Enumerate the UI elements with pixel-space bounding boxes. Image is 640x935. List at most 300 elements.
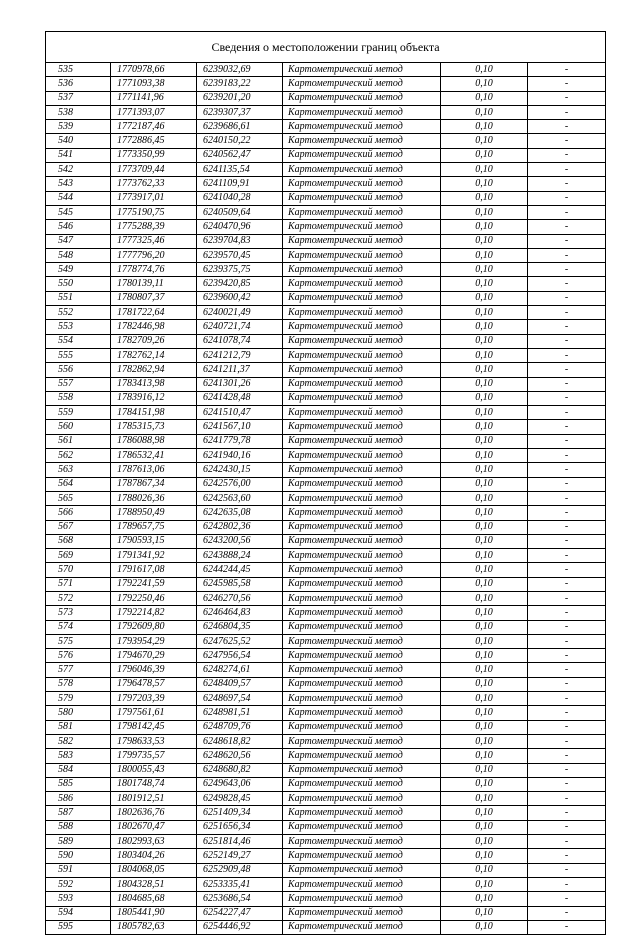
table-row xyxy=(46,920,605,934)
point-number-cell: 563 xyxy=(46,463,111,477)
description-cell: - xyxy=(528,406,606,420)
coord-y-cell: 6242802,36 xyxy=(197,520,283,534)
accuracy-cell: 0,10 xyxy=(441,449,528,463)
coord-x-cell: 1782709,26 xyxy=(111,334,197,348)
accuracy-cell: 0,10 xyxy=(441,291,528,305)
accuracy-cell: 0,10 xyxy=(441,377,528,391)
description-cell: - xyxy=(528,520,606,534)
method-cell: Картометрический метод xyxy=(283,463,441,477)
accuracy-cell: 0,10 xyxy=(441,677,528,691)
point-number-cell: 537 xyxy=(46,91,111,105)
table-row xyxy=(46,277,605,291)
table-row xyxy=(46,148,605,162)
description-cell: - xyxy=(528,920,606,934)
coord-x-cell: 1773350,99 xyxy=(111,148,197,162)
method-cell: Картометрический метод xyxy=(283,306,441,320)
coord-y-cell: 6241109,91 xyxy=(197,177,283,191)
description-cell: - xyxy=(528,892,606,906)
point-number-cell: 582 xyxy=(46,734,111,748)
coord-x-cell: 1781722,64 xyxy=(111,306,197,320)
point-number-cell: 550 xyxy=(46,277,111,291)
coord-x-cell: 1802993,63 xyxy=(111,835,197,849)
point-number-cell: 591 xyxy=(46,863,111,877)
method-cell: Картометрический метод xyxy=(283,620,441,634)
accuracy-cell: 0,10 xyxy=(441,491,528,505)
table-row xyxy=(46,248,605,262)
coord-y-cell: 6252909,48 xyxy=(197,863,283,877)
coord-x-cell: 1777796,20 xyxy=(111,248,197,262)
table-row xyxy=(46,77,605,91)
table-row xyxy=(46,906,605,920)
description-cell: - xyxy=(528,777,606,791)
coord-y-cell: 6248709,76 xyxy=(197,720,283,734)
accuracy-cell: 0,10 xyxy=(441,263,528,277)
coord-x-cell: 1770978,66 xyxy=(111,63,197,77)
description-cell: - xyxy=(528,191,606,205)
accuracy-cell: 0,10 xyxy=(441,634,528,648)
point-number-cell: 562 xyxy=(46,449,111,463)
coord-x-cell: 1773709,44 xyxy=(111,163,197,177)
coord-y-cell: 6254227,47 xyxy=(197,906,283,920)
table-row xyxy=(46,777,605,791)
table-title: Сведения о местоположении границ объекта xyxy=(46,32,605,63)
accuracy-cell: 0,10 xyxy=(441,348,528,362)
accuracy-cell: 0,10 xyxy=(441,391,528,405)
table-row xyxy=(46,577,605,591)
coord-y-cell: 6241567,10 xyxy=(197,420,283,434)
accuracy-cell: 0,10 xyxy=(441,477,528,491)
coord-x-cell: 1793954,29 xyxy=(111,634,197,648)
point-number-cell: 576 xyxy=(46,649,111,663)
description-cell: - xyxy=(528,220,606,234)
coord-x-cell: 1788026,36 xyxy=(111,491,197,505)
coordinates-table-body xyxy=(46,63,605,934)
method-cell: Картометрический метод xyxy=(283,677,441,691)
method-cell: Картометрический метод xyxy=(283,849,441,863)
accuracy-cell: 0,10 xyxy=(441,306,528,320)
method-cell: Картометрический метод xyxy=(283,391,441,405)
coord-y-cell: 6248409,57 xyxy=(197,677,283,691)
coord-y-cell: 6239600,42 xyxy=(197,291,283,305)
description-cell: - xyxy=(528,391,606,405)
accuracy-cell: 0,10 xyxy=(441,191,528,205)
coord-y-cell: 6240721,74 xyxy=(197,320,283,334)
coord-x-cell: 1786532,41 xyxy=(111,449,197,463)
point-number-cell: 543 xyxy=(46,177,111,191)
description-cell: - xyxy=(528,291,606,305)
method-cell: Картометрический метод xyxy=(283,892,441,906)
coord-y-cell: 6253686,54 xyxy=(197,892,283,906)
table-row xyxy=(46,549,605,563)
method-cell: Картометрический метод xyxy=(283,163,441,177)
method-cell: Картометрический метод xyxy=(283,220,441,234)
accuracy-cell: 0,10 xyxy=(441,749,528,763)
method-cell: Картометрический метод xyxy=(283,277,441,291)
accuracy-cell: 0,10 xyxy=(441,77,528,91)
table-row xyxy=(46,591,605,605)
table-row xyxy=(46,191,605,205)
coord-y-cell: 6244244,45 xyxy=(197,563,283,577)
method-cell: Картометрический метод xyxy=(283,549,441,563)
description-cell: - xyxy=(528,906,606,920)
point-number-cell: 585 xyxy=(46,777,111,791)
coord-x-cell: 1802636,76 xyxy=(111,806,197,820)
coord-x-cell: 1797561,61 xyxy=(111,706,197,720)
coord-y-cell: 6240562,47 xyxy=(197,148,283,162)
accuracy-cell: 0,10 xyxy=(441,420,528,434)
coord-y-cell: 6241301,26 xyxy=(197,377,283,391)
coord-y-cell: 6239307,37 xyxy=(197,105,283,119)
point-number-cell: 572 xyxy=(46,591,111,605)
description-cell: - xyxy=(528,734,606,748)
coordinates-table xyxy=(46,63,605,934)
point-number-cell: 547 xyxy=(46,234,111,248)
accuracy-cell: 0,10 xyxy=(441,777,528,791)
point-number-cell: 594 xyxy=(46,906,111,920)
coord-x-cell: 1791341,92 xyxy=(111,549,197,563)
method-cell: Картометрический метод xyxy=(283,449,441,463)
description-cell: - xyxy=(528,720,606,734)
accuracy-cell: 0,10 xyxy=(441,234,528,248)
description-cell: - xyxy=(528,77,606,91)
point-number-cell: 558 xyxy=(46,391,111,405)
description-cell: - xyxy=(528,120,606,134)
table-row xyxy=(46,706,605,720)
table-row xyxy=(46,205,605,219)
method-cell: Картометрический метод xyxy=(283,477,441,491)
method-cell: Картометрический метод xyxy=(283,835,441,849)
table-row xyxy=(46,334,605,348)
point-number-cell: 577 xyxy=(46,663,111,677)
point-number-cell: 561 xyxy=(46,434,111,448)
accuracy-cell: 0,10 xyxy=(441,334,528,348)
method-cell: Картометрический метод xyxy=(283,320,441,334)
method-cell: Картометрический метод xyxy=(283,491,441,505)
point-number-cell: 584 xyxy=(46,763,111,777)
accuracy-cell: 0,10 xyxy=(441,177,528,191)
description-cell: - xyxy=(528,606,606,620)
point-number-cell: 592 xyxy=(46,877,111,891)
accuracy-cell: 0,10 xyxy=(441,692,528,706)
table-row xyxy=(46,449,605,463)
coord-x-cell: 1782446,98 xyxy=(111,320,197,334)
method-cell: Картометрический метод xyxy=(283,506,441,520)
coord-x-cell: 1773917,01 xyxy=(111,191,197,205)
description-cell: - xyxy=(528,363,606,377)
accuracy-cell: 0,10 xyxy=(441,277,528,291)
method-cell: Картометрический метод xyxy=(283,91,441,105)
description-cell: - xyxy=(528,806,606,820)
point-number-cell: 574 xyxy=(46,620,111,634)
point-number-cell: 552 xyxy=(46,306,111,320)
table-row xyxy=(46,677,605,691)
coord-y-cell: 6254446,92 xyxy=(197,920,283,934)
description-cell: - xyxy=(528,306,606,320)
description-cell: - xyxy=(528,563,606,577)
method-cell: Картометрический метод xyxy=(283,363,441,377)
coord-y-cell: 6241040,28 xyxy=(197,191,283,205)
table-row xyxy=(46,692,605,706)
description-cell: - xyxy=(528,434,606,448)
accuracy-cell: 0,10 xyxy=(441,463,528,477)
coord-y-cell: 6239375,75 xyxy=(197,263,283,277)
point-number-cell: 579 xyxy=(46,692,111,706)
method-cell: Картометрический метод xyxy=(283,348,441,362)
description-cell: - xyxy=(528,177,606,191)
coord-x-cell: 1803404,26 xyxy=(111,849,197,863)
method-cell: Картометрический метод xyxy=(283,663,441,677)
coord-x-cell: 1771141,96 xyxy=(111,91,197,105)
description-cell: - xyxy=(528,820,606,834)
accuracy-cell: 0,10 xyxy=(441,806,528,820)
coord-y-cell: 6248274,61 xyxy=(197,663,283,677)
accuracy-cell: 0,10 xyxy=(441,877,528,891)
table-row xyxy=(46,320,605,334)
description-cell: - xyxy=(528,234,606,248)
method-cell: Картометрический метод xyxy=(283,749,441,763)
point-number-cell: 551 xyxy=(46,291,111,305)
table-row xyxy=(46,220,605,234)
coord-y-cell: 6245985,58 xyxy=(197,577,283,591)
point-number-cell: 556 xyxy=(46,363,111,377)
coord-x-cell: 1782762,14 xyxy=(111,348,197,362)
point-number-cell: 541 xyxy=(46,148,111,162)
table-row xyxy=(46,520,605,534)
point-number-cell: 588 xyxy=(46,820,111,834)
point-number-cell: 580 xyxy=(46,706,111,720)
accuracy-cell: 0,10 xyxy=(441,835,528,849)
accuracy-cell: 0,10 xyxy=(441,649,528,663)
accuracy-cell: 0,10 xyxy=(441,892,528,906)
method-cell: Картометрический метод xyxy=(283,820,441,834)
description-cell: - xyxy=(528,506,606,520)
table-row xyxy=(46,234,605,248)
description-cell: - xyxy=(528,649,606,663)
point-number-cell: 554 xyxy=(46,334,111,348)
coord-x-cell: 1792214,82 xyxy=(111,606,197,620)
table-row xyxy=(46,263,605,277)
method-cell: Картометрический метод xyxy=(283,692,441,706)
point-number-cell: 555 xyxy=(46,348,111,362)
coord-x-cell: 1804068,05 xyxy=(111,863,197,877)
table-row xyxy=(46,863,605,877)
table-row xyxy=(46,663,605,677)
table-row xyxy=(46,477,605,491)
table-row xyxy=(46,606,605,620)
coord-x-cell: 1805782,63 xyxy=(111,920,197,934)
description-cell: - xyxy=(528,477,606,491)
coord-x-cell: 1792609,80 xyxy=(111,620,197,634)
coord-y-cell: 6247956,54 xyxy=(197,649,283,663)
table-row xyxy=(46,463,605,477)
coord-y-cell: 6239420,85 xyxy=(197,277,283,291)
point-number-cell: 548 xyxy=(46,248,111,262)
method-cell: Картометрический метод xyxy=(283,105,441,119)
table-row xyxy=(46,420,605,434)
coord-x-cell: 1791617,08 xyxy=(111,563,197,577)
table-row xyxy=(46,434,605,448)
coord-x-cell: 1775288,39 xyxy=(111,220,197,234)
accuracy-cell: 0,10 xyxy=(441,220,528,234)
method-cell: Картометрический метод xyxy=(283,520,441,534)
description-cell: - xyxy=(528,449,606,463)
method-cell: Картометрический метод xyxy=(283,291,441,305)
coord-x-cell: 1790593,15 xyxy=(111,534,197,548)
point-number-cell: 542 xyxy=(46,163,111,177)
method-cell: Картометрический метод xyxy=(283,263,441,277)
point-number-cell: 559 xyxy=(46,406,111,420)
coord-y-cell: 6242563,60 xyxy=(197,491,283,505)
table-row xyxy=(46,563,605,577)
description-cell: - xyxy=(528,105,606,119)
method-cell: Картометрический метод xyxy=(283,148,441,162)
table-row xyxy=(46,163,605,177)
method-cell: Картометрический метод xyxy=(283,563,441,577)
coord-y-cell: 6239686,61 xyxy=(197,120,283,134)
method-cell: Картометрический метод xyxy=(283,420,441,434)
coord-y-cell: 6239201,20 xyxy=(197,91,283,105)
point-number-cell: 590 xyxy=(46,849,111,863)
coord-x-cell: 1804328,51 xyxy=(111,877,197,891)
coord-y-cell: 6251409,34 xyxy=(197,806,283,820)
accuracy-cell: 0,10 xyxy=(441,105,528,119)
accuracy-cell: 0,10 xyxy=(441,591,528,605)
description-cell: - xyxy=(528,534,606,548)
coord-x-cell: 1772187,46 xyxy=(111,120,197,134)
description-cell: - xyxy=(528,706,606,720)
accuracy-cell: 0,10 xyxy=(441,320,528,334)
table-row xyxy=(46,506,605,520)
coord-x-cell: 1796478,57 xyxy=(111,677,197,691)
coord-y-cell: 6248697,54 xyxy=(197,692,283,706)
method-cell: Картометрический метод xyxy=(283,120,441,134)
table-row xyxy=(46,806,605,820)
coord-x-cell: 1783413,98 xyxy=(111,377,197,391)
point-number-cell: 538 xyxy=(46,105,111,119)
coord-y-cell: 6249828,45 xyxy=(197,792,283,806)
table-row xyxy=(46,534,605,548)
coord-x-cell: 1800055,43 xyxy=(111,763,197,777)
table-row xyxy=(46,348,605,362)
method-cell: Картометрический метод xyxy=(283,534,441,548)
method-cell: Картометрический метод xyxy=(283,734,441,748)
description-cell: - xyxy=(528,134,606,148)
accuracy-cell: 0,10 xyxy=(441,763,528,777)
description-cell: - xyxy=(528,591,606,605)
coord-x-cell: 1780139,11 xyxy=(111,277,197,291)
coord-y-cell: 6241078,74 xyxy=(197,334,283,348)
coord-x-cell: 1801912,51 xyxy=(111,792,197,806)
coord-y-cell: 6243888,24 xyxy=(197,549,283,563)
coord-x-cell: 1771093,38 xyxy=(111,77,197,91)
point-number-cell: 571 xyxy=(46,577,111,591)
description-cell: - xyxy=(528,348,606,362)
description-cell: - xyxy=(528,849,606,863)
table-row xyxy=(46,177,605,191)
method-cell: Картометрический метод xyxy=(283,720,441,734)
description-cell: - xyxy=(528,577,606,591)
accuracy-cell: 0,10 xyxy=(441,134,528,148)
method-cell: Картометрический метод xyxy=(283,406,441,420)
description-cell: - xyxy=(528,91,606,105)
table-row xyxy=(46,792,605,806)
coord-x-cell: 1785315,73 xyxy=(111,420,197,434)
method-cell: Картометрический метод xyxy=(283,191,441,205)
coord-x-cell: 1787867,34 xyxy=(111,477,197,491)
coord-x-cell: 1787613,06 xyxy=(111,463,197,477)
method-cell: Картометрический метод xyxy=(283,205,441,219)
accuracy-cell: 0,10 xyxy=(441,91,528,105)
accuracy-cell: 0,10 xyxy=(441,663,528,677)
description-cell: - xyxy=(528,205,606,219)
description-cell: - xyxy=(528,692,606,706)
method-cell: Картометрический метод xyxy=(283,606,441,620)
description-cell: - xyxy=(528,877,606,891)
table-row xyxy=(46,877,605,891)
method-cell: Картометрический метод xyxy=(283,177,441,191)
accuracy-cell: 0,10 xyxy=(441,506,528,520)
point-number-cell: 589 xyxy=(46,835,111,849)
description-cell: - xyxy=(528,491,606,505)
description-cell: - xyxy=(528,763,606,777)
table-row xyxy=(46,849,605,863)
description-cell: - xyxy=(528,148,606,162)
description-cell: - xyxy=(528,277,606,291)
method-cell: Картометрический метод xyxy=(283,577,441,591)
coord-x-cell: 1798633,53 xyxy=(111,734,197,748)
accuracy-cell: 0,10 xyxy=(441,148,528,162)
point-number-cell: 540 xyxy=(46,134,111,148)
coord-y-cell: 6240021,49 xyxy=(197,306,283,320)
accuracy-cell: 0,10 xyxy=(441,549,528,563)
description-cell: - xyxy=(528,334,606,348)
coord-y-cell: 6246464,83 xyxy=(197,606,283,620)
coord-y-cell: 6242430,15 xyxy=(197,463,283,477)
coord-x-cell: 1773762,33 xyxy=(111,177,197,191)
coord-y-cell: 6241135,54 xyxy=(197,163,283,177)
coord-x-cell: 1789657,75 xyxy=(111,520,197,534)
accuracy-cell: 0,10 xyxy=(441,820,528,834)
point-number-cell: 581 xyxy=(46,720,111,734)
coord-y-cell: 6248618,82 xyxy=(197,734,283,748)
coord-y-cell: 6248981,51 xyxy=(197,706,283,720)
method-cell: Картометрический метод xyxy=(283,792,441,806)
table-row xyxy=(46,634,605,648)
method-cell: Картометрический метод xyxy=(283,377,441,391)
coord-x-cell: 1801748,74 xyxy=(111,777,197,791)
coord-x-cell: 1771393,07 xyxy=(111,105,197,119)
description-cell: - xyxy=(528,420,606,434)
coord-y-cell: 6241428,48 xyxy=(197,391,283,405)
description-cell: - xyxy=(528,835,606,849)
coord-x-cell: 1788950,49 xyxy=(111,506,197,520)
coord-x-cell: 1802670,47 xyxy=(111,820,197,834)
coord-x-cell: 1782862,94 xyxy=(111,363,197,377)
coord-x-cell: 1784151,98 xyxy=(111,406,197,420)
coord-y-cell: 6251656,34 xyxy=(197,820,283,834)
point-number-cell: 573 xyxy=(46,606,111,620)
coord-x-cell: 1796046,39 xyxy=(111,663,197,677)
table-row xyxy=(46,291,605,305)
coord-y-cell: 6247625,52 xyxy=(197,634,283,648)
coord-y-cell: 6252149,27 xyxy=(197,849,283,863)
coord-y-cell: 6241779,78 xyxy=(197,434,283,448)
description-cell: - xyxy=(528,463,606,477)
coord-x-cell: 1777325,46 xyxy=(111,234,197,248)
accuracy-cell: 0,10 xyxy=(441,534,528,548)
description-cell: - xyxy=(528,377,606,391)
table-row xyxy=(46,720,605,734)
